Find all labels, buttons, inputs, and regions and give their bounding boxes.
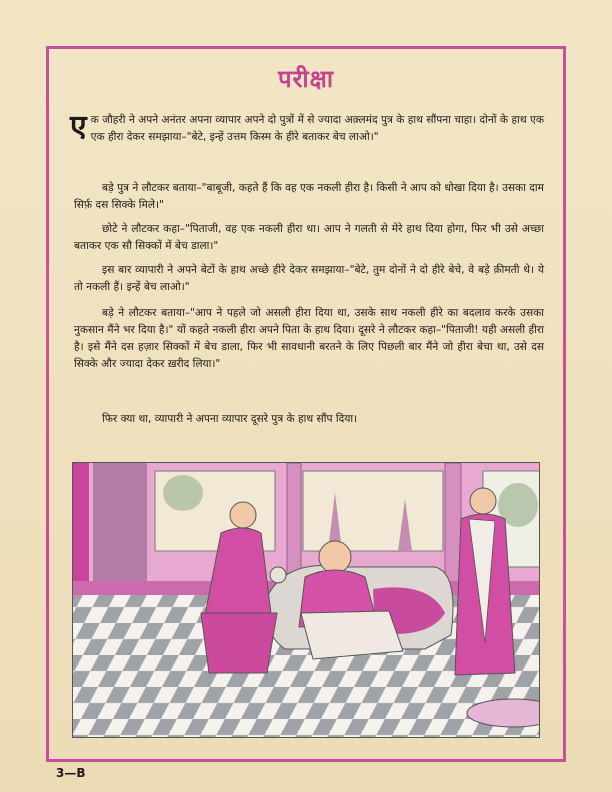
paragraph-2-text: बड़े पुत्र ने लौटकर बताया–"बाबूजी, कहते हैं कि वह एक नकली हीरा है। किसी ने आप को धोखा दिया है। उसका दाम सिर्फ़ दस सिक्के मिले।" [74, 182, 544, 211]
story-illustration [72, 462, 540, 738]
paragraph-6-text: फिर क्या था, व्यापारी ने अपना व्यापार दूसरे पुत्र के हाथ सौंप दिया। [102, 413, 358, 425]
paragraph-1-text: क जौहरी ने अपने अनंतर अपना व्यापार अपने दो पुत्रों में से ज्यादा अक़्लमंद पुत्र के हाथ सौंपना चाहा। दोनों के हाथ एक एक हीरा देकर समझाया–"बेटे, इन्हें उत्तम किस्म के हीरे बताकर बेच लाओ।" [90, 114, 544, 143]
son-left-head [230, 502, 256, 528]
paragraph-1 [70, 109, 544, 146]
father-head [319, 541, 351, 573]
story-title: परीक्षा [277, 65, 335, 93]
paragraph-2 [74, 180, 544, 214]
money-bag [270, 567, 286, 583]
tree [163, 475, 203, 511]
father-dhoti [301, 611, 403, 659]
paragraph-5 [74, 305, 544, 373]
paragraph-3-text: छोटे ने लौटकर कहा–"पिताजी, वह एक नकली हीरा था। आप ने गलती से मेरे हाथ दिया होगा, फिर भी उसे अच्छा बताकर एक सौ सिक्कों में बेच डाला।" [74, 223, 544, 252]
illustration-svg [73, 463, 540, 738]
son-right-head [470, 488, 496, 514]
paragraph-6 [74, 411, 544, 428]
window-center [303, 471, 443, 551]
page-number: 3—B [56, 766, 86, 780]
paragraph-4 [74, 262, 544, 296]
paragraph-5-text: बड़े ने लौटकर बताया–"आप ने पहले जो असली हीरा दिया था, उसके साथ नकली हीरे का बदलाव करके उसका नुकसान मैंने भर दिया है।" यों कहते नकली हीरा अपने पिता के हाथ दिया। दूसरे ने लौटकर कहा–"पिताजी! यही असली हीरा है। इसे मैंने दस हज़ार सिक्कों में बेच डाला, फिर भी सावधानी बरतने के लिए पिछली बार मैंने जो हीरा बेचा था, उसे दस सिक्के और ज्यादा देकर ख़रीद लिया।" [74, 307, 544, 370]
paragraph-3 [74, 221, 544, 255]
paragraph-4-text: इस बार व्यापारी ने अपने बेटों के हाथ अच्छे हीरे देकर समझाया–"बेटे, तुम दोनों ने दो हीरे बेचे, वे बड़े क़ीमती थे। ये तो नकली हैं। इन्हें बेच लाओ।" [74, 264, 544, 293]
drop-cap: ए [70, 109, 87, 144]
son-left-skirt [201, 613, 277, 673]
